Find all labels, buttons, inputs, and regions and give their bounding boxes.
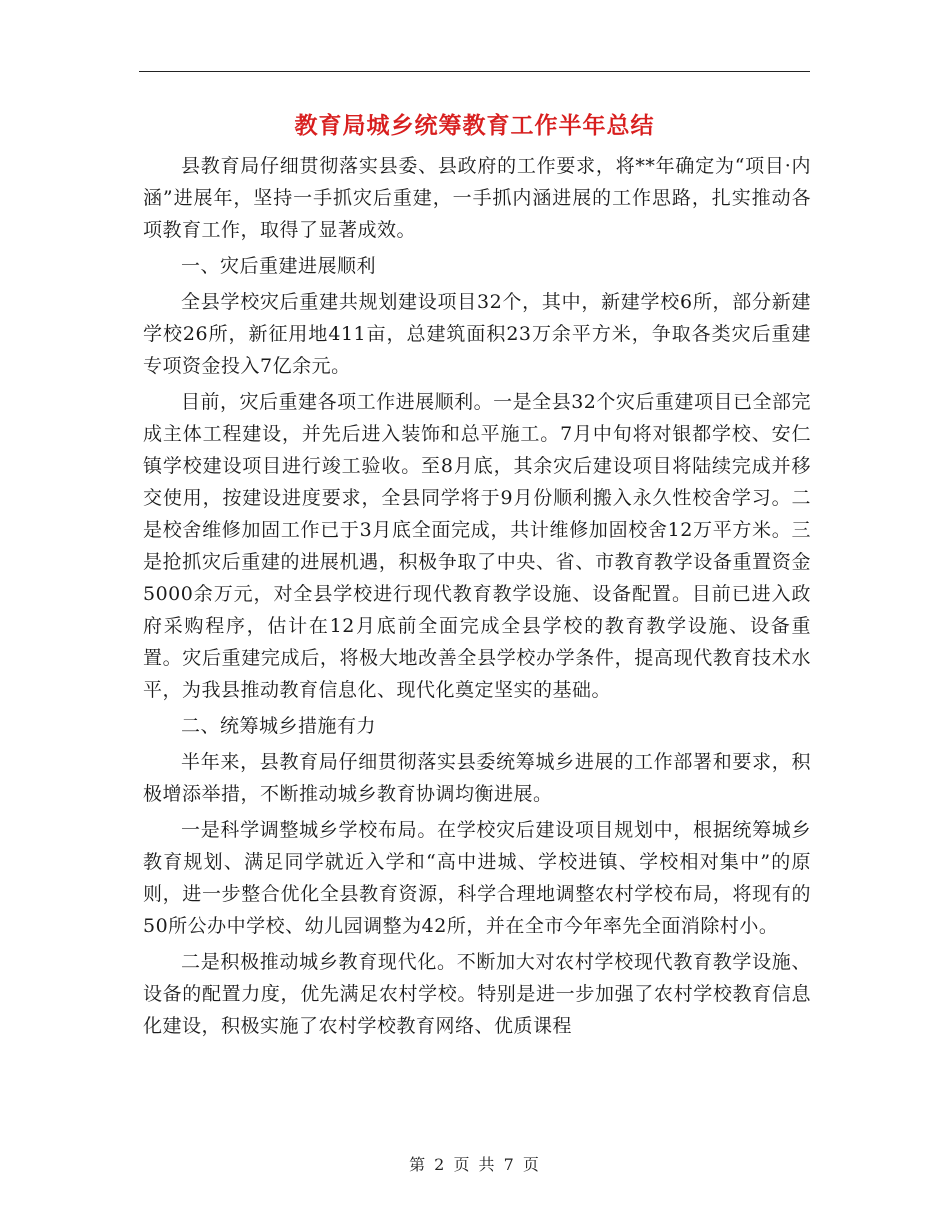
intro-paragraph: 县教育局仔细贯彻落实县委、县政府的工作要求，将**年确定为“项目·内涵”进展年，坚持一手抓灾后重建，一手抓内涵进展的工作思路，扎实推动各项教育工作，取得了显著成效。 (143, 155, 811, 241)
document-body (143, 150, 811, 1046)
header-rule (139, 71, 810, 72)
body-paragraph: 二是积极推动城乡教育现代化。不断加大对农村学校现代教育教学设施、设备的配置力度，优先满足农村学校。特别是进一步加强了农村学校教育信息化建设，积极实施了农村学校教育网络、优质课程 (143, 951, 811, 1037)
document-title: 教育局城乡统筹教育工作半年总结 (294, 112, 655, 139)
section-heading-1: 一、灾后重建进展顺利 (181, 255, 377, 277)
page-number: 第 2 页 共 7 页 (409, 1155, 541, 1174)
body-paragraph: 全县学校灾后重建共规划建设项目32个，其中，新建学校6所，部分新建学校26所，新征用地411亩，总建筑面积23万余平方米，争取各类灾后重建专项资金投入7亿余元。 (143, 291, 811, 377)
body-paragraph: 目前，灾后重建各项工作进展顺利。一是全县32个灾后重建项目已全部完成主体工程建设，并先后进入装饰和总平施工。7月中旬将对银都学校、安仁镇学校建设项目进行竣工验收。至8月底，其余灾后建设项目将陆续完成并移交使用，按建设进度要求，全县同学将于9月份顺利搬入永久性校舍学习。二是校舍维修加固工作已于3月底全面完成，共计维修加固校舍12万平方米。三是抢抓灾后重建的进展机遇，积极争取了中央、省、市教育教学设备重置资金5000余万元，对全县学校进行现代教育教学设施、设备配置。目前已进入政府采购程序，估计在12月底前全面完成全县学校的教育教学设施、设备重置。灾后重建完成后，将极大地改善全县学校办学条件，提高现代教育技术水平，为我县推动教育信息化、现代化奠定坚实的基础。 (143, 391, 811, 701)
body-paragraph: 半年来，县教育局仔细贯彻落实县委统筹城乡进展的工作部署和要求，积极增添举措，不断推动城乡教育协调均衡进展。 (143, 751, 811, 805)
section-heading-2: 二、统筹城乡措施有力 (181, 715, 377, 737)
body-paragraph: 一是科学调整城乡学校布局。在学校灾后建设项目规划中，根据统筹城乡教育规划、满足同学就近入学和“高中进城、学校进镇、学校相对集中”的原则，进一步整合优化全县教育资源，科学合理地调整农村学校布局，将现有的50所公办中学校、幼儿园调整为42所，并在全市今年率先全面消除村小。 (143, 819, 811, 937)
